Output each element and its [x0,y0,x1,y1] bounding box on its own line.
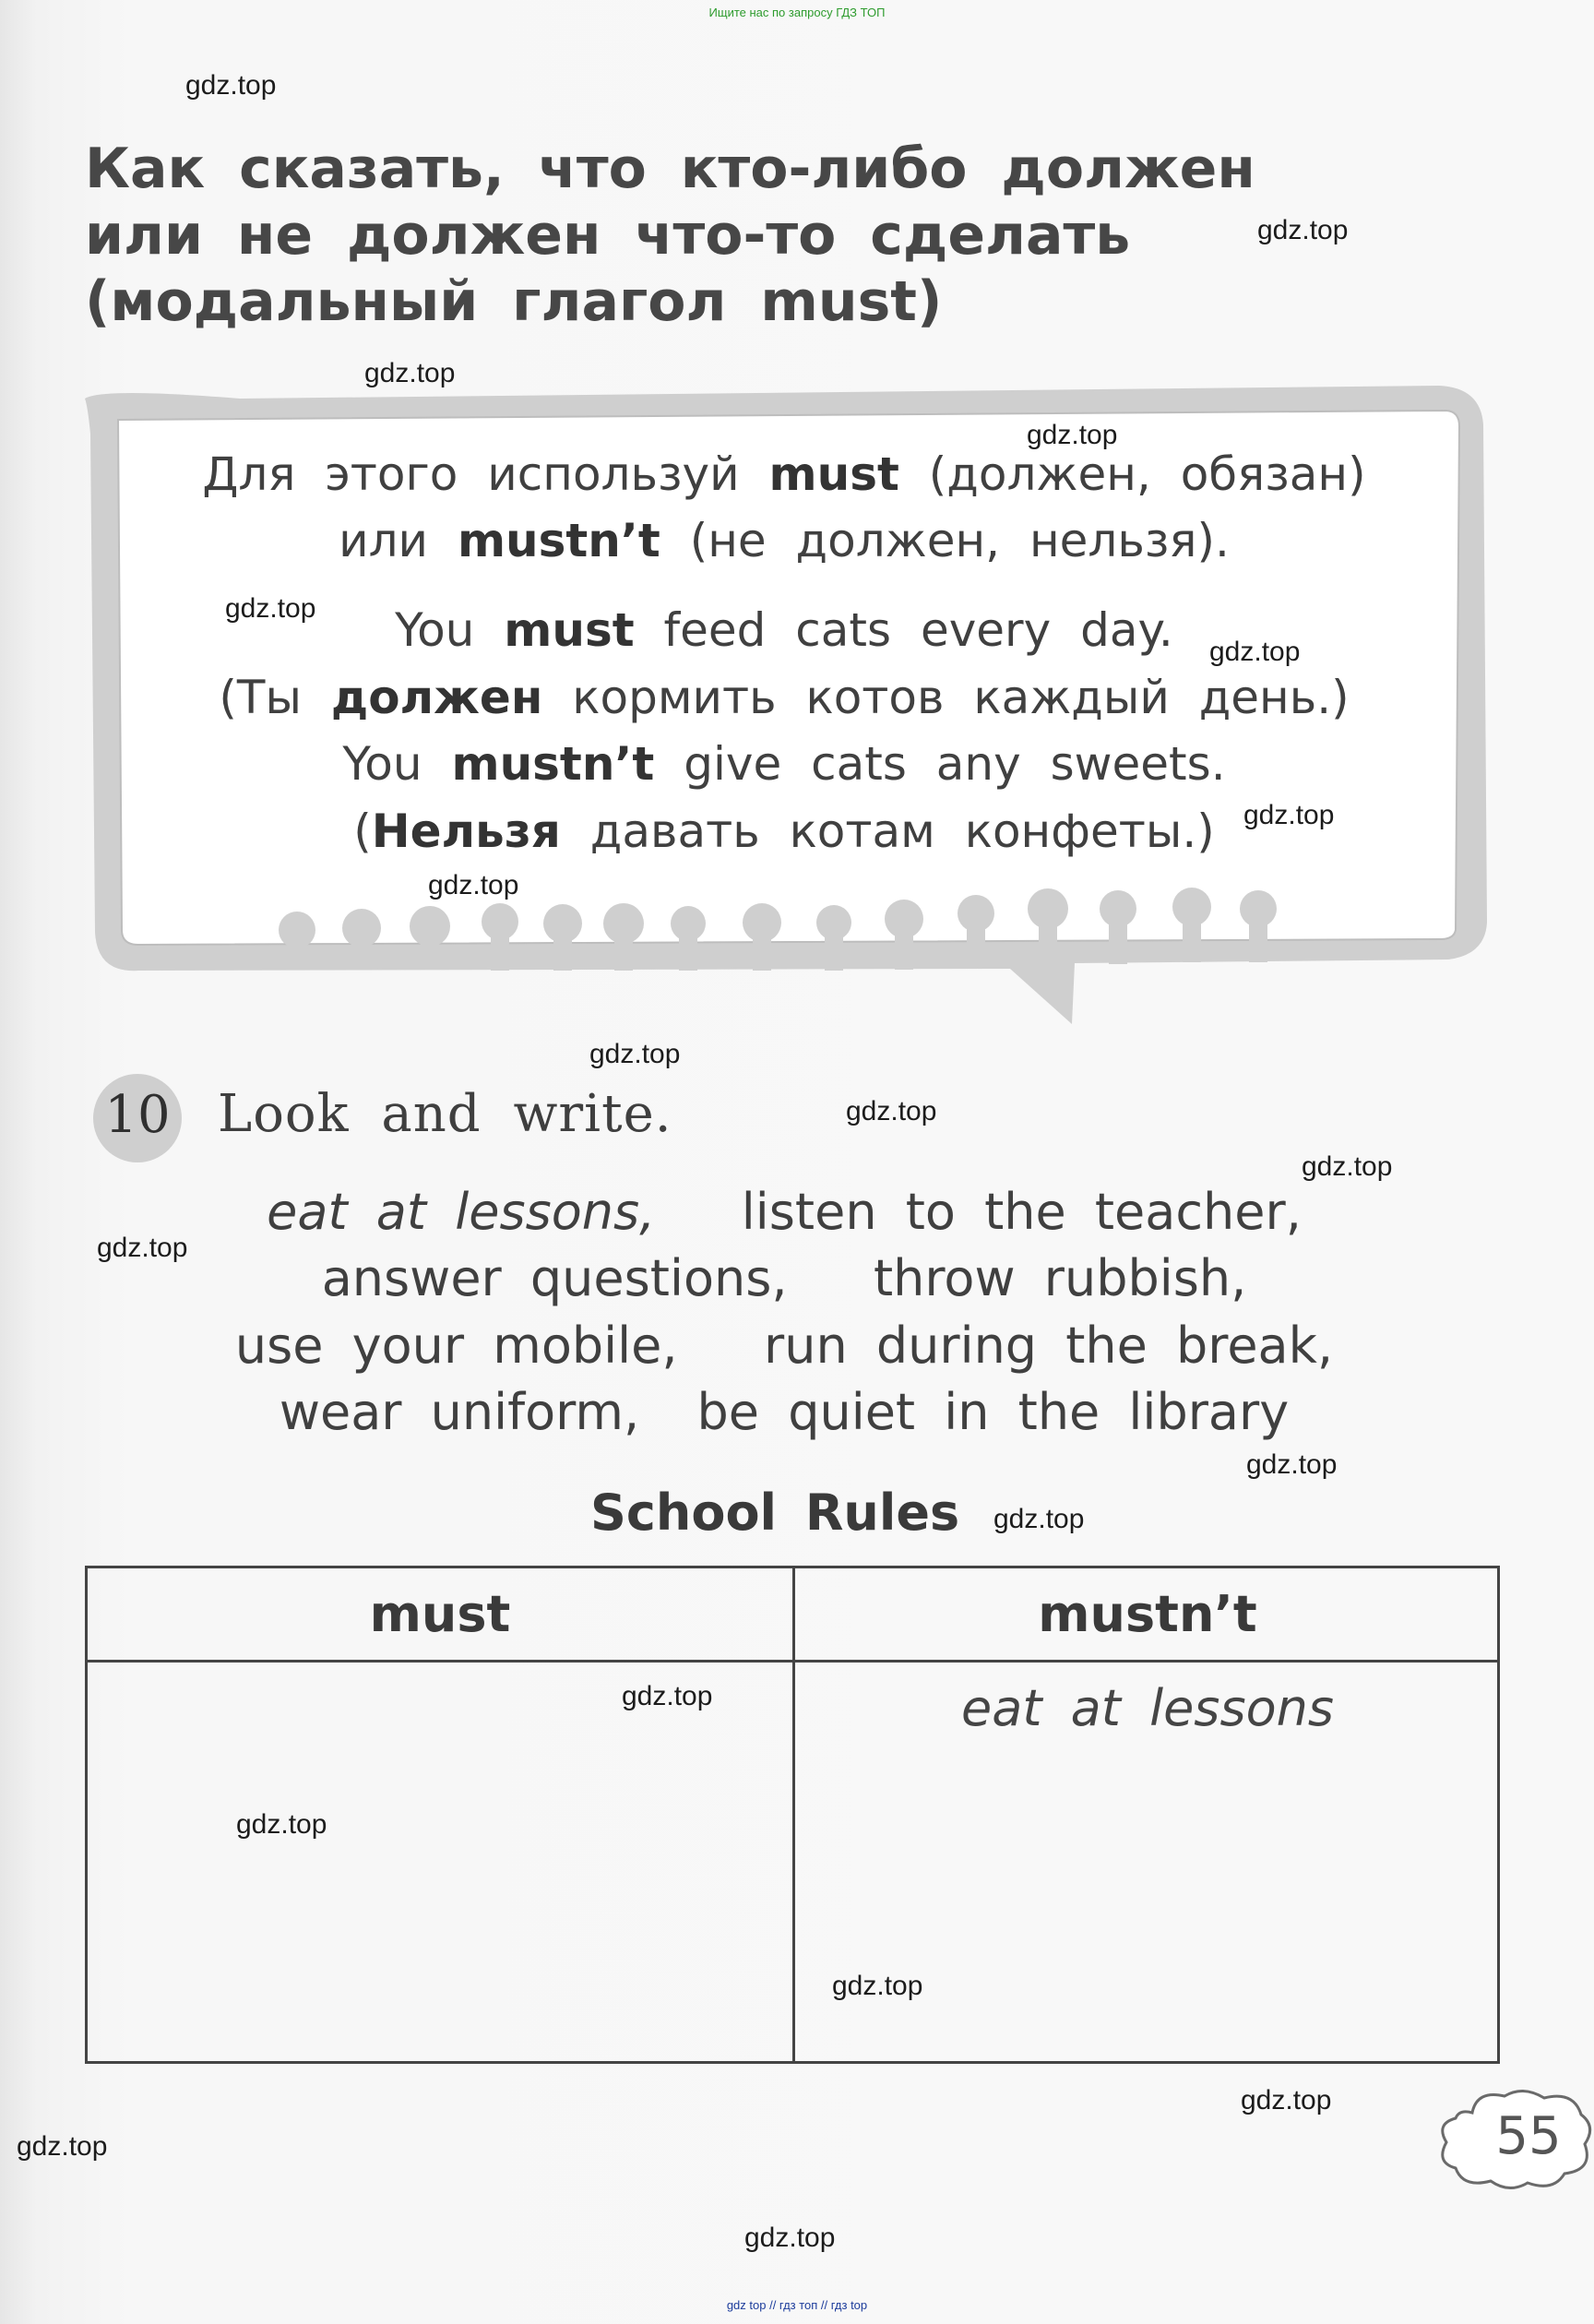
table-header-mustnt: mustn’t [1038,1585,1257,1643]
rule-line-2-pre: или [339,514,458,567]
watermark: gdz.top [17,2131,108,2162]
watermark: gdz.top [993,1504,1085,1534]
rule-line-6-post: давать котам конфеты.) [560,804,1215,858]
rule-line-1-post: (должен, обязан) [898,447,1366,501]
watermark: gdz.top [1302,1151,1393,1182]
exercise-number: 10 [104,1085,171,1145]
heading-line-2: или не должен что-то сделать [85,203,1131,268]
watermark: gdz.top [1027,420,1118,450]
watermark: gdz.top [846,1096,937,1126]
watermark: gdz.top [622,1681,713,1711]
watermark: gdz.top [185,70,277,101]
phrase-line-2: answer questions, throw rubbish, [321,1249,1247,1307]
rule-line-5-pre: You [342,737,452,791]
watermark: gdz.top [1209,637,1301,667]
rule-line-3-keyword: must [504,603,635,657]
page-number: 55 [1495,2106,1562,2166]
rule-line-6-pre: ( [353,804,372,858]
bottom-note: gdz top // гдз топ // гдз top [726,2298,868,2312]
exercise-number-badge [93,1074,182,1162]
table-header-must: must [369,1585,511,1643]
rule-line-4-post: кормить котов каждый день.) [542,671,1350,724]
rule-line-5-keyword: mustn’t [451,737,655,791]
watermark: gdz.top [744,2223,836,2253]
phrase-line-1 [92,1183,1476,1241]
rule-line-3-pre: You [395,603,505,657]
phrase-example: eat at lessons, [267,1183,656,1241]
rule-line-5 [88,737,1481,791]
rule-line-2 [88,514,1481,567]
watermark: gdz.top [364,358,456,388]
rule-line-3-post: feed cats every day. [634,603,1173,657]
rule-line-1-pre: Для этого используй [202,447,769,501]
top-search-note: Ищите нас по запросу ГДЗ ТОП [708,6,886,19]
rule-line-4-pre: (Ты [219,671,331,724]
watermark: gdz.top [428,870,519,900]
watermark: gdz.top [1257,215,1349,245]
phrase-line-3: use your mobile, run during the break, [234,1317,1334,1375]
rule-line-5-post: give cats any sweets. [654,737,1226,791]
watermark: gdz.top [1246,1449,1338,1480]
mustnt-cell-item: eat at lessons [961,1679,1334,1737]
watermark: gdz.top [97,1233,188,1263]
phrase-line-1-rest: listen to the teacher, [741,1183,1302,1241]
exercise-title: Look and write. [218,1084,672,1144]
heading-line-3: (модальный глагол must) [85,269,943,334]
rule-line-4-keyword: должен [330,671,543,724]
rule-line-2-post: (не должен, нельзя). [660,514,1230,567]
watermark: gdz.top [225,593,316,624]
watermark: gdz.top [1243,800,1335,830]
watermark: gdz.top [832,1971,923,2001]
table-title: School Rules [590,1484,960,1542]
rule-line-1-keyword: must [768,447,899,501]
heading-line-1: Как сказать, что кто-либо должен [85,137,1255,201]
watermark: gdz.top [236,1809,327,1840]
watermark: gdz.top [589,1039,681,1069]
phrase-line-4: wear uniform, be quiet in the library [279,1383,1290,1441]
table-header-divider [88,1660,1497,1663]
watermark: gdz.top [1241,2085,1332,2115]
rule-line-6-keyword: Нельзя [371,804,561,858]
rule-line-4 [88,671,1481,724]
rule-line-2-keyword: mustn’t [457,514,660,567]
rule-line-1 [88,447,1481,501]
